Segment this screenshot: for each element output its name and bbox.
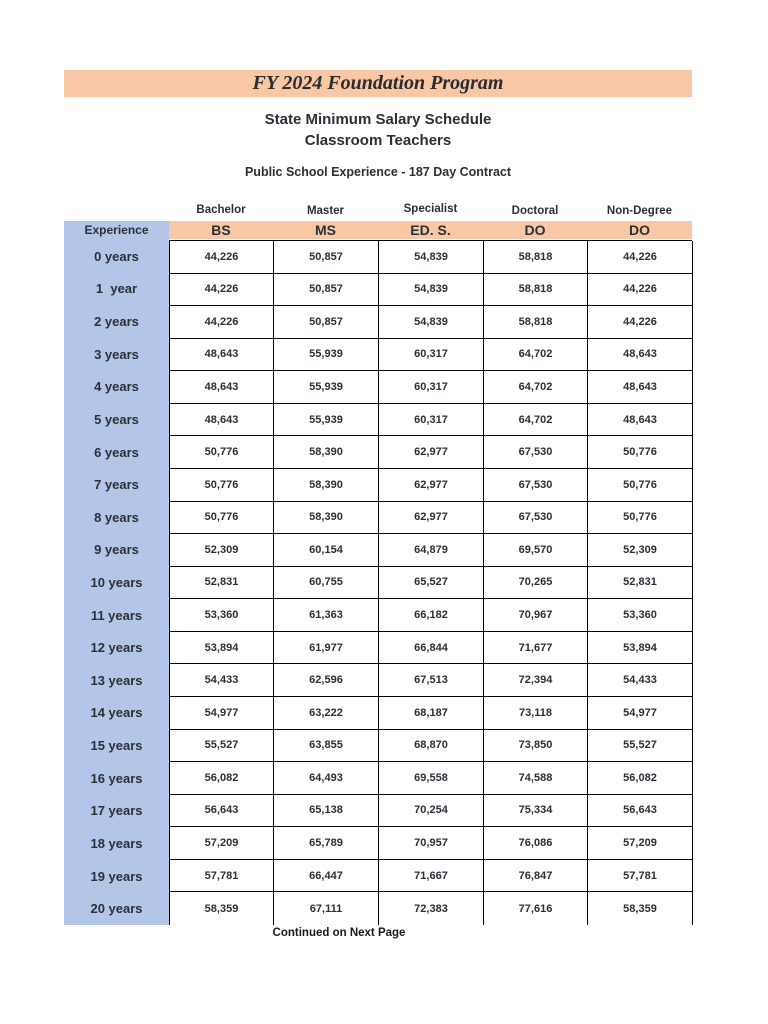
degree-code-ms: MS [315, 222, 336, 238]
salary-cell: 56,082 [170, 762, 274, 795]
experience-label: 19 years [90, 868, 143, 884]
salary-cell: 67,111 [274, 892, 379, 925]
salary-cell: 55,939 [274, 371, 379, 404]
page-title: FY 2024 Foundation Program [252, 72, 504, 94]
experience-label: 18 years [90, 835, 143, 851]
salary-cell: 50,776 [170, 502, 274, 535]
salary-cell: 69,570 [484, 534, 588, 567]
salary-cell: 54,433 [170, 664, 274, 697]
salary-cell: 50,776 [588, 502, 693, 535]
salary-cell: 63,222 [274, 697, 379, 730]
salary-cell: 75,334 [484, 795, 588, 828]
experience-label: 14 years [90, 705, 143, 721]
salary-cell: 54,433 [588, 664, 693, 697]
salary-cell: 50,776 [588, 436, 693, 469]
salary-cell: 65,527 [379, 567, 484, 600]
experience-label: 15 years [90, 738, 143, 754]
experience-label: 2 years [94, 314, 139, 330]
salary-cell: 44,226 [588, 274, 693, 307]
salary-cell: 52,309 [588, 534, 693, 567]
salary-cell: 60,317 [379, 339, 484, 372]
salary-cell: 54,839 [379, 241, 484, 274]
salary-cell: 65,789 [274, 827, 379, 860]
experience-label: 1 year [95, 281, 138, 297]
salary-cell: 60,317 [379, 404, 484, 437]
salary-cell: 70,957 [379, 827, 484, 860]
salary-cell: 56,643 [170, 795, 274, 828]
experience-label: 0 years [94, 248, 139, 264]
salary-cell: 52,309 [170, 534, 274, 567]
continuation-note: Continued on Next Page [272, 927, 406, 939]
salary-cell: 60,154 [274, 534, 379, 567]
salary-cell: 44,226 [170, 274, 274, 307]
salary-cell: 64,702 [484, 339, 588, 372]
experience-label: 7 years [94, 477, 139, 493]
salary-cell: 50,776 [588, 469, 693, 502]
salary-cell: 55,939 [274, 339, 379, 372]
salary-cell: 50,857 [274, 306, 379, 339]
salary-cell: 64,879 [379, 534, 484, 567]
salary-cell: 55,527 [588, 730, 693, 763]
salary-cell: 71,667 [379, 860, 484, 893]
salary-cell: 44,226 [588, 306, 693, 339]
salary-cell: 54,977 [588, 697, 693, 730]
salary-cell: 58,390 [274, 436, 379, 469]
salary-cell: 44,226 [588, 241, 693, 274]
experience-label: 6 years [94, 444, 139, 460]
salary-cell: 48,643 [588, 371, 693, 404]
salary-cell: 48,643 [588, 404, 693, 437]
experience-label: 11 years [90, 607, 143, 623]
degree-code-eds: ED. S. [410, 222, 451, 238]
salary-cell: 69,558 [379, 762, 484, 795]
salary-cell: 73,850 [484, 730, 588, 763]
salary-cell: 54,839 [379, 306, 484, 339]
salary-cell: 60,317 [379, 371, 484, 404]
salary-cell: 57,209 [170, 827, 274, 860]
salary-cell: 67,530 [484, 436, 588, 469]
salary-cell: 70,967 [484, 599, 588, 632]
salary-cell: 48,643 [170, 371, 274, 404]
salary-cell: 52,831 [588, 567, 693, 600]
degree-code-bs: BS [211, 222, 231, 238]
salary-cell: 62,977 [379, 469, 484, 502]
salary-cell: 76,086 [484, 827, 588, 860]
salary-cell: 53,360 [588, 599, 693, 632]
experience-label: 16 years [90, 770, 143, 786]
salary-cell: 57,209 [588, 827, 693, 860]
salary-cell: 71,677 [484, 632, 588, 665]
salary-cell: 64,702 [484, 404, 588, 437]
salary-cell: 58,818 [484, 306, 588, 339]
salary-cell: 65,138 [274, 795, 379, 828]
contract-description: Public School Experience - 187 Day Contract [244, 165, 512, 179]
salary-cell: 62,977 [379, 436, 484, 469]
salary-cell: 64,493 [274, 762, 379, 795]
salary-cell: 63,855 [274, 730, 379, 763]
salary-cell: 66,844 [379, 632, 484, 665]
title-banner [64, 70, 692, 97]
salary-cell: 66,182 [379, 599, 484, 632]
experience-list [64, 240, 169, 925]
salary-cell: 70,265 [484, 567, 588, 600]
salary-cell: 52,831 [170, 567, 274, 600]
salary-cell: 60,755 [274, 567, 379, 600]
experience-label: 4 years [94, 379, 139, 395]
salary-cell: 50,857 [274, 241, 379, 274]
salary-cell: 50,776 [170, 469, 274, 502]
salary-cell: 48,643 [170, 404, 274, 437]
salary-cell: 53,894 [170, 632, 274, 665]
experience-label: 13 years [90, 672, 143, 688]
salary-cell: 67,530 [484, 469, 588, 502]
experience-label: 10 years [90, 574, 143, 590]
salary-cell: 53,360 [170, 599, 274, 632]
salary-cell: 57,781 [588, 860, 693, 893]
experience-label: 9 years [94, 542, 139, 558]
salary-cell: 58,359 [588, 892, 693, 925]
salary-cell: 58,390 [274, 469, 379, 502]
column-label-bachelor: Bachelor [196, 204, 246, 216]
salary-cell: 54,977 [170, 697, 274, 730]
salary-cell: 73,118 [484, 697, 588, 730]
salary-cell: 50,776 [170, 436, 274, 469]
salary-cell: 77,616 [484, 892, 588, 925]
salary-cell: 58,390 [274, 502, 379, 535]
schedule-title: State Minimum Salary Schedule [264, 111, 492, 128]
salary-cell: 44,226 [170, 241, 274, 274]
salary-cell: 62,977 [379, 502, 484, 535]
salary-cell: 55,939 [274, 404, 379, 437]
column-label-non-degree: Non-Degree [606, 205, 673, 217]
salary-cell: 48,643 [588, 339, 693, 372]
salary-cell: 56,643 [588, 795, 693, 828]
experience-label: 12 years [90, 640, 143, 656]
salary-cell: 53,894 [588, 632, 693, 665]
column-label-doctoral: Doctoral [511, 205, 559, 217]
experience-label: 17 years [90, 803, 143, 819]
experience-label: 3 years [94, 346, 139, 362]
salary-cell: 70,254 [379, 795, 484, 828]
salary-cell: 61,363 [274, 599, 379, 632]
experience-label: 5 years [94, 411, 139, 427]
salary-cell: 61,977 [274, 632, 379, 665]
salary-cell: 67,530 [484, 502, 588, 535]
salary-cell: 72,394 [484, 664, 588, 697]
salary-cell: 68,187 [379, 697, 484, 730]
salary-cell: 57,781 [170, 860, 274, 893]
salary-cell: 66,447 [274, 860, 379, 893]
salary-cell: 50,857 [274, 274, 379, 307]
salary-cell: 58,818 [484, 241, 588, 274]
salary-cell: 56,082 [588, 762, 693, 795]
schedule-audience: Classroom Teachers [304, 132, 452, 149]
salary-cell: 64,702 [484, 371, 588, 404]
salary-cell: 48,643 [170, 339, 274, 372]
salary-cell: 54,839 [379, 274, 484, 307]
salary-cell: 62,596 [274, 664, 379, 697]
experience-header: Experience [84, 223, 149, 237]
salary-table [169, 240, 692, 925]
salary-cell: 58,818 [484, 274, 588, 307]
column-label-specialist: Specialist [403, 203, 458, 215]
degree-code-non-degree: DO [629, 222, 650, 238]
experience-label: 8 years [94, 509, 139, 525]
experience-label: 20 years [90, 901, 143, 917]
salary-cell: 44,226 [170, 306, 274, 339]
salary-cell: 58,359 [170, 892, 274, 925]
column-label-master: Master [306, 205, 345, 217]
salary-cell: 55,527 [170, 730, 274, 763]
salary-cell: 68,870 [379, 730, 484, 763]
degree-code-doctoral: DO [524, 222, 546, 238]
salary-cell: 72,383 [379, 892, 484, 925]
salary-cell: 67,513 [379, 664, 484, 697]
salary-cell: 74,588 [484, 762, 588, 795]
salary-cell: 76,847 [484, 860, 588, 893]
